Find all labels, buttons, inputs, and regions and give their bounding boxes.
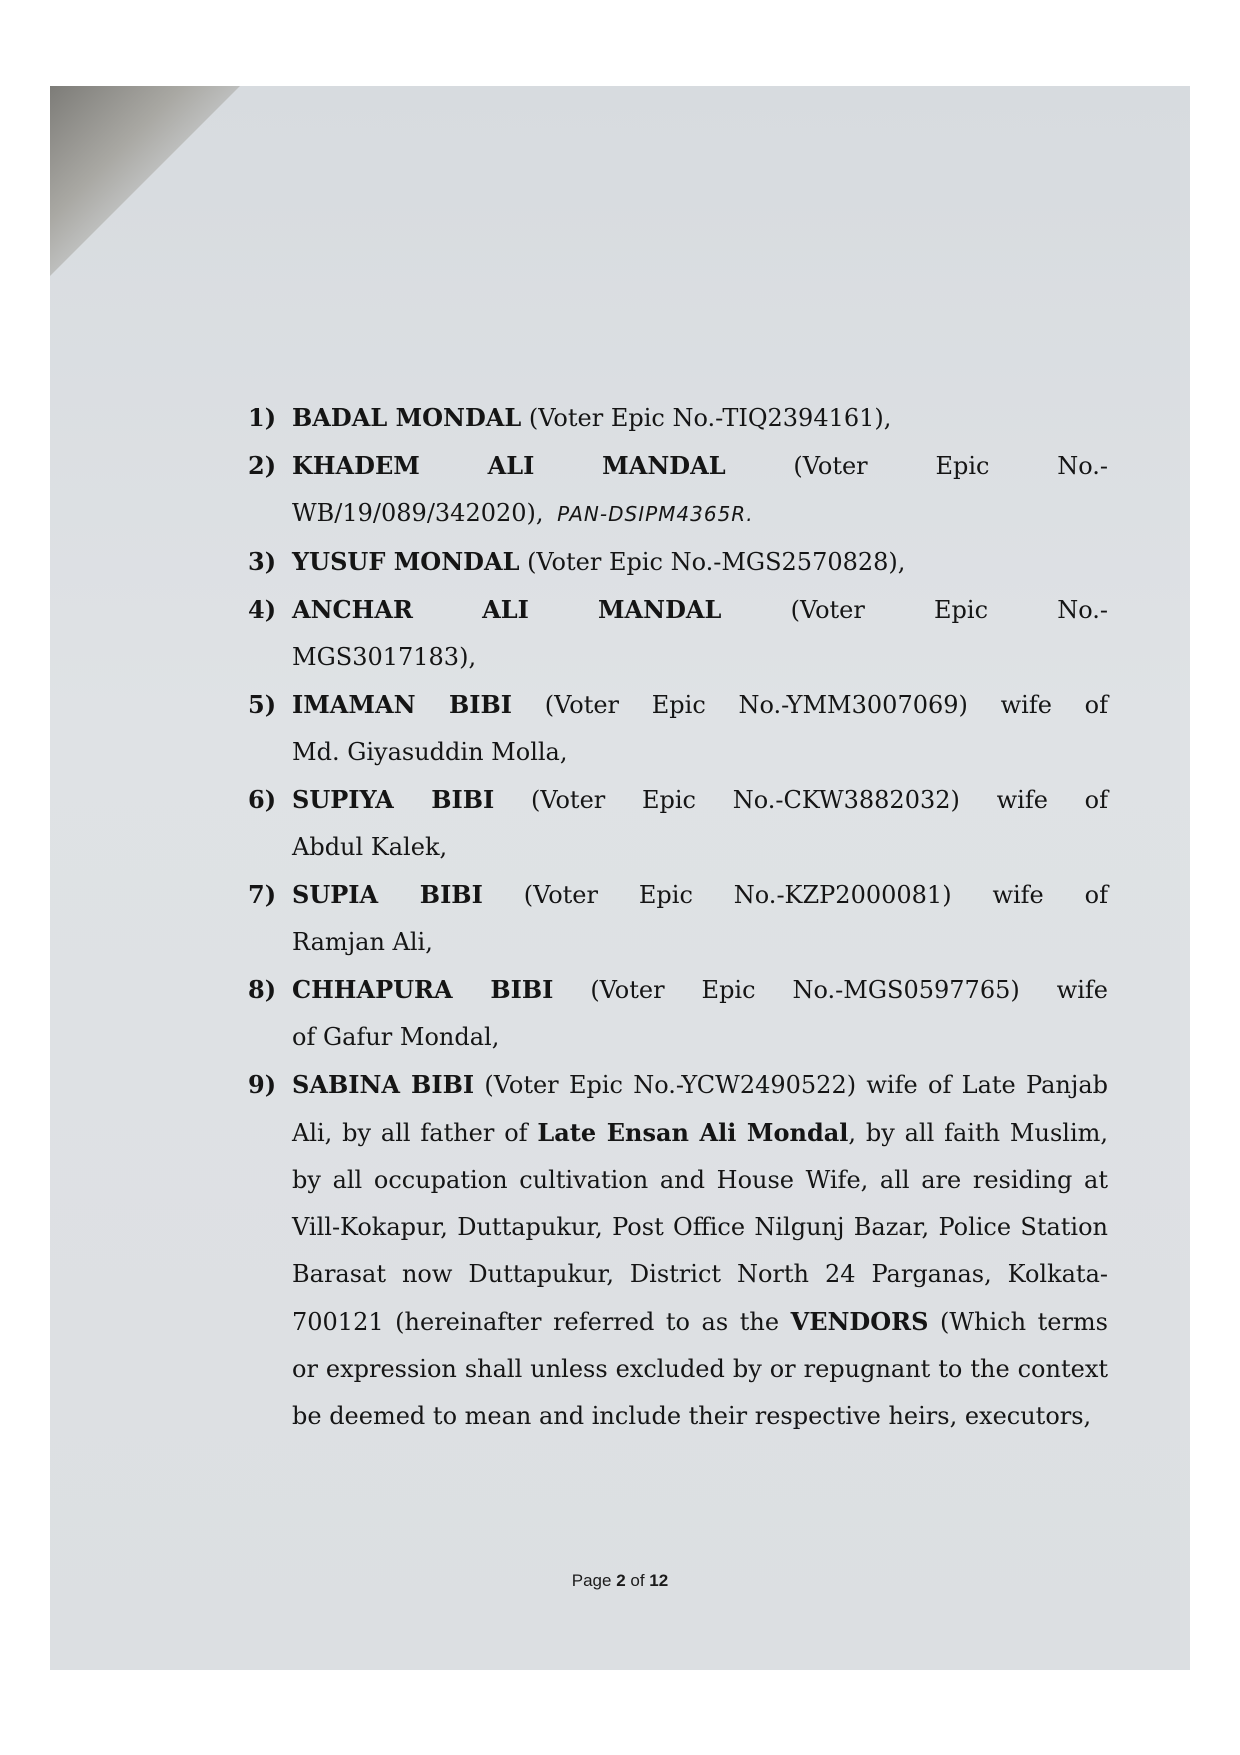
list-item [248,681,1108,776]
page-of: of [625,1571,650,1590]
vendor-details: (Voter Epic No.-CKW3882032) wife of [494,786,1108,814]
list-item [248,1061,1108,1440]
item-number: 5) [248,690,277,719]
item-number: 9) [248,1070,277,1099]
vendor-details-word: Epic [934,596,989,624]
vendor-details-end: (Which terms or expression shall unless excluded by or repugnant to the context be deemed to mean and include their respective heirs, executors, [292,1308,1108,1430]
vendor-list [248,394,1108,1440]
vendor-details-word: No.- [1057,452,1109,480]
item-number: 6) [248,785,277,814]
page-prefix: Page [571,1571,617,1590]
vendor-name-word: MANDAL [597,595,722,624]
list-item [248,394,1108,442]
vendor-details: (Voter Epic No.-MGS0597765) wife [553,976,1108,1004]
vendor-name-word: MANDAL [602,451,726,480]
vendors-term: VENDORS [790,1307,929,1336]
vendor-name-word: ALI [487,451,535,480]
vendor-details: (Voter Epic No.-YMM3007069) wife of [512,691,1108,719]
vendor-details-cont: , by all faith Muslim, by all occupation cultivation and House Wife, all are residing at Vill-Kokapur, Duttapukur, Post Office Nilgunj Bazar, Police Station Barasat now Duttapukur, District North 24 Parganas, Kolkata- 700121 (hereinafter referred to as the [292,1119,1108,1336]
vendor-details-cont: WB/19/089/342020), [292,499,544,527]
page-footer [50,1571,1190,1591]
scanned-page [50,86,1190,1670]
item-number: 4) [248,595,277,624]
vendor-details-word: No.- [1057,596,1108,624]
vendor-name-word: KHADEM [292,451,420,480]
item-number: 1) [248,403,277,432]
vendor-details-cont: MGS3017183), [292,643,477,671]
item-number: 2) [248,451,277,480]
vendor-name: SUPIYA BIBI [292,785,495,814]
list-item [248,871,1108,966]
page-number: 2 [616,1571,626,1590]
list-item [248,442,1108,538]
vendor-name: BADAL MONDAL [292,403,522,432]
page-total: 12 [649,1571,669,1590]
vendor-details: (Voter Epic No.-KZP2000081) wife of [482,881,1108,909]
list-item [248,538,1108,586]
list-item [248,586,1108,681]
vendor-details: (Voter Epic No.-YCW2490522) wife of Late Panjab Ali, by all father of [292,1071,1108,1147]
vendor-details-cont: Ramjan Ali, [292,928,433,956]
vendor-name-word: ANCHAR [292,595,413,624]
vendor-details: (Voter Epic No.-TIQ2394161), [521,404,892,432]
vendor-details: (Voter Epic No.-MGS2570828), [519,548,906,576]
vendor-name: IMAMAN BIBI [292,690,513,719]
vendor-name: YUSUF MONDAL [292,547,520,576]
page-corner-fold [50,86,240,276]
father-name: Late Ensan Ali Mondal [537,1118,849,1147]
vendor-name: CHHAPURA BIBI [292,975,554,1004]
handwritten-pan: PAN-DSIPM4365R. [557,502,754,526]
vendor-name: SABINA BIBI [292,1070,475,1099]
list-item [248,966,1108,1061]
vendor-details-cont: Md. Giyasuddin Molla, [292,738,568,766]
vendor-details-word: (Voter [790,596,865,624]
vendor-name: SUPIA BIBI [292,880,483,909]
vendor-details-cont: of Gafur Mondal, [292,1023,500,1051]
vendor-details-cont: Abdul Kalek, [292,833,448,861]
item-number: 8) [248,975,277,1004]
vendor-name-word: ALI [482,595,529,624]
vendor-details-word: (Voter [793,452,868,480]
list-item [248,776,1108,871]
item-number: 3) [248,547,277,576]
vendor-details-word: Epic [935,452,990,480]
item-number: 7) [248,880,277,909]
